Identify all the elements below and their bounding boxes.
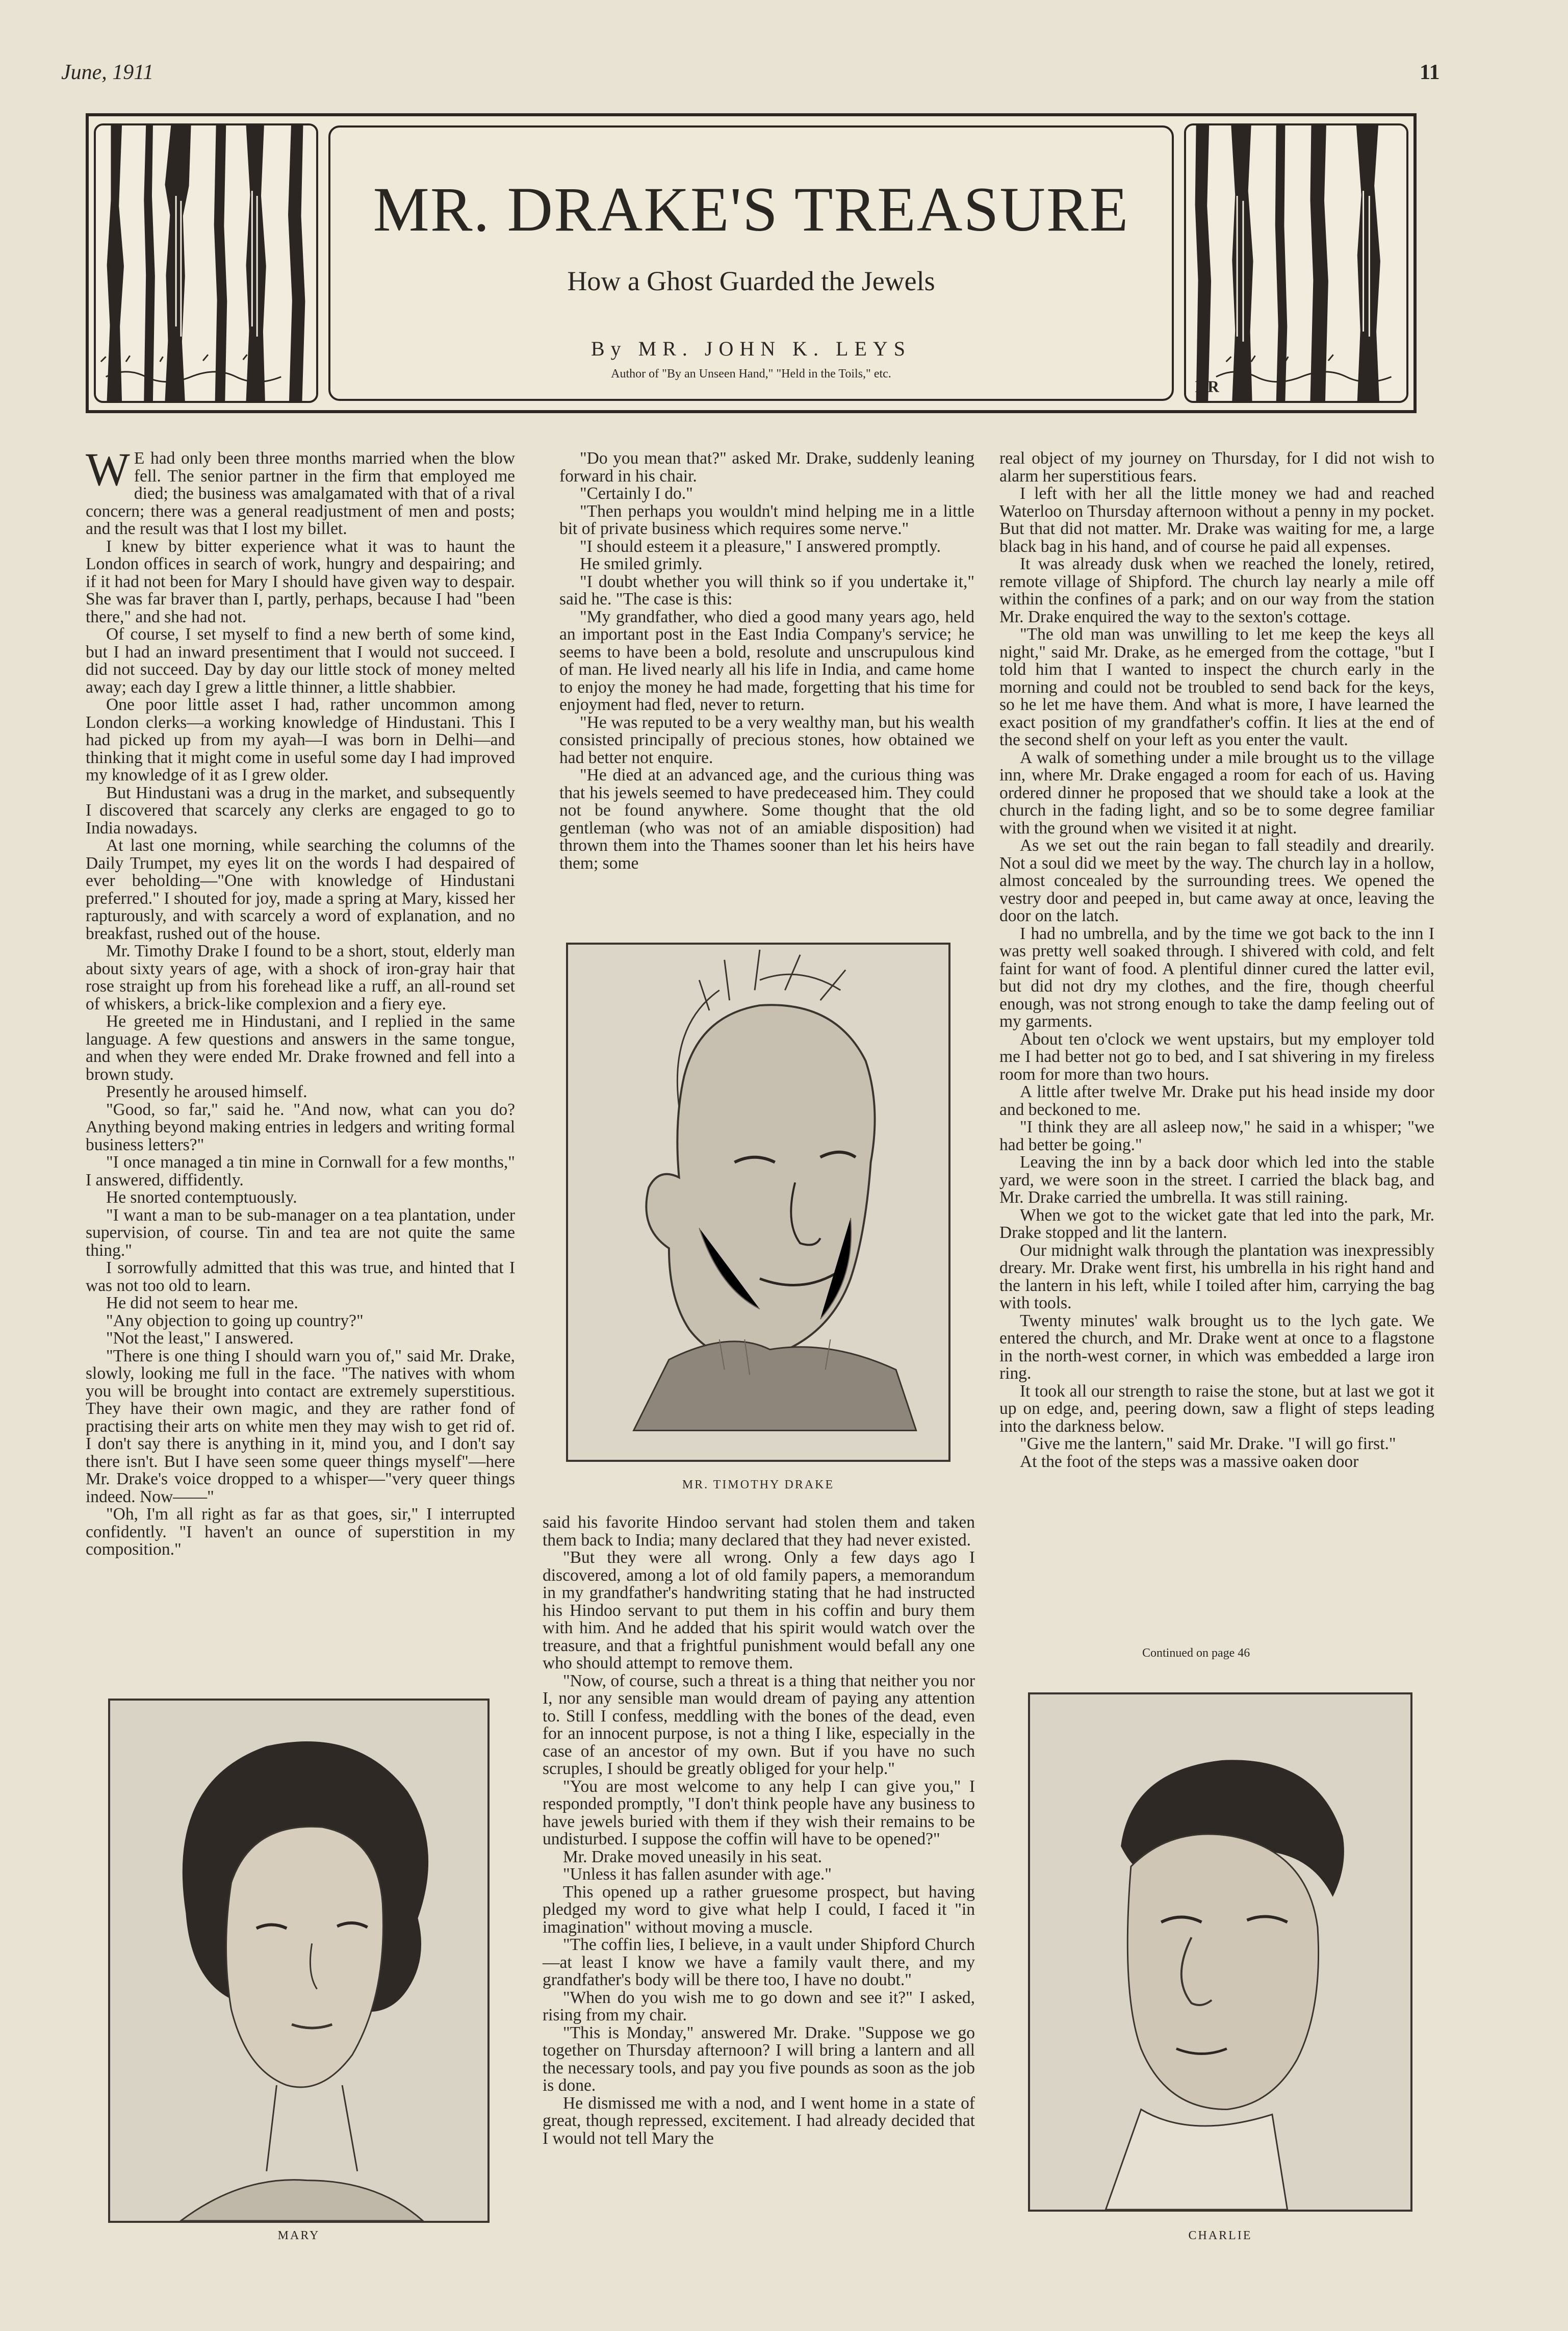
caption-charlie: CHARLIE — [1188, 2229, 1252, 2242]
paragraph: I had no umbrella, and by the time we got back to the inn I was pretty well soaked through. I shivered with cold, and felt faint for want of food. A plentiful dinner cured the latter evil, but did not dry my clothes, and the fire, though cheerful enough, was not strong enough to take the damp feeling out of my garments. — [999, 924, 1434, 1031]
paragraph: "I should esteem it a pleasure," I answered promptly. — [580, 537, 941, 556]
paragraph: "Good, so far," said he. "And now, what can you do? Anything beyond making entries in ledgers and writing formal business letters?" — [86, 1100, 515, 1154]
paragraph: I knew by bitter experience what it was to haunt the London offices in search of work, hungry and despairing; and if it had not been for Mary I should have given way to despair. She was far braver than I, partly, perhaps, because I had "been there," and she had not. — [86, 537, 515, 626]
paragraph: "Not the least," I answered. — [106, 1329, 294, 1348]
paragraph: "Certainly I do." — [580, 484, 693, 503]
portrait-mary — [108, 1699, 490, 2223]
paragraph: I sorrowfully admitted that this was true, and hinted that I was not too old to learn. — [86, 1258, 515, 1295]
paragraph: He smiled grimly. — [580, 554, 703, 573]
paragraph: Presently he aroused himself. — [106, 1082, 307, 1101]
paragraph: At the foot of the steps was a massive oaken door — [1020, 1452, 1359, 1471]
caption-drake: MR. TIMOTHY DRAKE — [682, 1478, 835, 1491]
portrait-mr-timothy-drake — [566, 943, 950, 1462]
article-subtitle: How a Ghost Guarded the Jewels — [567, 266, 935, 296]
paragraph: "I think they are all asleep now," he said in a whisper; "we had better be going." — [999, 1118, 1434, 1154]
caption-mary: MARY — [277, 2229, 320, 2242]
issue-date: June, 1911 — [61, 61, 154, 84]
paragraph: About ten o'clock we went upstairs, but my employer told me I had better not go to bed, and I sat shivering in my fireless room for more than two hours. — [999, 1029, 1434, 1084]
article-column-1 — [86, 443, 515, 1559]
paragraph: I left with her all the little money we had and reached Waterloo on Thursday afternoon without a penny in my pocket. But that did not matter. Mr. Drake was waiting for me, a large black bag in his hand, and of course he paid all expenses. — [999, 484, 1434, 556]
paragraph: "Then perhaps you wouldn't mind helping me in a little bit of private business which requires some nerve." — [559, 501, 974, 538]
paragraph: Of course, I set myself to find a new berth of some kind, but I had an inward presentiment that I would not succeed. I did not succeed. Day by day our little stock of money melted away; each day I grew a little thinner, a little shabbier. — [86, 625, 515, 697]
article-title: MR. DRAKE'S TREASURE — [373, 174, 1129, 244]
paragraph: "Unless it has fallen asunder with age." — [563, 1865, 832, 1884]
paragraph: "I want a man to be sub-manager on a tea plantation, under supervision, of course. Tin and tea are not quite the same thing." — [86, 1205, 515, 1260]
paragraph: "Give me the lantern," said Mr. Drake. "I will go first." — [1020, 1434, 1396, 1453]
paragraph: "I doubt whether you will think so if you undertake it," said he. "The case is this: — [559, 572, 974, 609]
article-column-2-top — [559, 450, 974, 872]
paragraph: "But they were all wrong. Only a few days ago I discovered, among a lot of old family papers, a memorandum in my grandfather's handwriting stating that he had instructed his Hindoo servant to put them in his coffin and bury them with him. And he added that his spirit would watch over the treasure, and that a frightful punishment would befall any one who should attempt to remove them. — [543, 1548, 975, 1673]
paragraph: "My grandfather, who died a good many years ago, held an important post in the East India Company's service; he seems to have been a bold, resolute and unscrupulous kind of man. He lived nearly all his life in India, and came home to enjoy the money he had made, forgetting that his time for enjoyment had fled, never to return. — [559, 607, 974, 714]
paragraph: "When do you wish me to go down and see it?" I asked, rising from my chair. — [543, 1988, 975, 2024]
drop-cap: W — [86, 443, 130, 495]
paragraph: "There is one thing I should warn you of," said Mr. Drake, slowly, looking me full in the face. "The natives with whom you will be brought into contact are extremely superstitious. They have their own magic, and they are rather fond of practising their arts on white men they may wish to get rid of. I don't say there is anything in it, mind you, and I don't say there isn't. But I have seen some queer things myself"—here Mr. Drake's voice dropped to a whisper—"very queer things indeed. Now——" — [86, 1346, 515, 1506]
paragraph: Twenty minutes' walk brought us to the lych gate. We entered the church, and Mr. Drake went at once to a flagstone in the north-west corner, in which was embedded a large iron ring. — [999, 1311, 1434, 1383]
forest-illustration-left — [94, 123, 318, 403]
author-credits: Author of "By an Unseen Hand," "Held in the Toils," etc. — [611, 367, 891, 381]
paragraph: Our midnight walk through the plantation was inexpressibly dreary. Mr. Drake went first, his umbrella in his right hand and the lantern in his left, while I toiled after him, carrying the bag with tools. — [999, 1240, 1434, 1312]
continued-note: Continued on page 46 — [1142, 1646, 1250, 1660]
paragraph: But Hindustani was a drug in the market, and subsequently I discovered that scarcely any clerks are engaged to go to India nowadays. — [86, 783, 515, 838]
title-frame — [328, 125, 1174, 401]
paragraph: A walk of something under a mile brought us to the village inn, where Mr. Drake engaged a room for each of us. Having ordered dinner he proposed that we should take a look at the church in the fading light, and so be to some degree familiar with the ground when we visited it at night. — [999, 748, 1434, 838]
paragraph: real object of my journey on Thursday, for I did not wish to alarm her superstitious fears. — [999, 449, 1434, 486]
paragraph: "The coffin lies, I believe, in a vault under Shipford Church—at least I know we have a family vault there, and my grandfather's body will be there too, I have no doubt." — [543, 1935, 975, 1989]
paragraph: He snorted contemptuously. — [106, 1188, 297, 1207]
illustrator-signature: HR — [1195, 377, 1219, 396]
paragraph: One poor little asset I had, rather uncommon among London clerks—a working knowledge of Hindustani. This I had picked up from my ayah—I was born in Delhi—and thinking that it might come in useful some day I had improved my knowledge of it as I grew older. — [86, 695, 515, 784]
article-column-2-bottom — [543, 1514, 975, 2147]
paragraph: "Now, of course, such a threat is a thing that neither you nor I, nor any sensible man would dream of paying any attention to. Still I confess, meddling with the bones of the dead, even for an innocent purpose, is not a thing I like, especially in the case of an ancestor of my own. But if you have no such scruples, I should be greatly obliged for your help." — [543, 1671, 975, 1778]
paragraph: When we got to the wicket gate that led into the park, Mr. Drake stopped and lit the lantern. — [999, 1205, 1434, 1242]
paragraph: It was already dusk when we reached the lonely, retired, remote village of Shipford. The church lay nearly a mile off within the confines of a park; and on our way from the station Mr. Drake enquired the way to the sexton's cottage. — [999, 554, 1434, 626]
paragraph: "This is Monday," answered Mr. Drake. "Suppose we go together on Thursday afternoon? I will bring a lantern and all the necessary tools, and pay you five pounds as soon as the job is done. — [543, 2023, 975, 2095]
paragraph: "You are most welcome to any help I can give you," I responded promptly, "I don't think people have any business to have jewels buried with them if they wish their remains to be undisturbed. I suppose the coffin will have to be opened?" — [543, 1777, 975, 1848]
forest-illustration-right — [1184, 123, 1408, 403]
paragraph: At last one morning, while searching the columns of the Daily Trumpet, my eyes lit on the words I had despaired of ever beholding—"One with knowledge of Hindustani preferred." I shouted for joy, made a spring at Mary, kissed her rapturously, and with scarcely a word of explanation, and no breakfast, rushed out of the house. — [86, 836, 515, 943]
byline: By MR. JOHN K. LEYS — [590, 337, 912, 360]
paragraph: As we set out the rain began to fall steadily and drearily. Not a soul did we meet by the way. The church lay in a hollow, almost concealed by the surrounding trees. We opened the vestry door and peeped in, but came away at once, leaving the door on the latch. — [999, 836, 1434, 925]
paragraph: Mr. Drake moved uneasily in his seat. — [563, 1847, 822, 1866]
paragraph: "Do you mean that?" asked Mr. Drake, suddenly leaning forward in his chair. — [559, 449, 974, 486]
paragraph: It took all our strength to raise the stone, but at last we got it up on edge, and, peering down, saw a flight of steps leading into the darkness below. — [999, 1381, 1434, 1436]
paragraph: "The old man was unwilling to let me keep the keys all night," said Mr. Drake, as he emerged from the cottage, "but I told him that I wanted to inspect the church early in the morning and could not be troubled to send back for the keys, so he let me have them. And what is more, I have learned the exact position of my grandfather's coffin. It lies at the end of the second shelf on your left as you enter the vault. — [999, 625, 1434, 749]
paragraph: He greeted me in Hindustani, and I replied in the same language. A few questions and answers in the same tongue, and when they were ended Mr. Drake frowned and fell into a brown study. — [86, 1012, 515, 1084]
paragraph: A little after twelve Mr. Drake put his head inside my door and beckoned to me. — [999, 1082, 1434, 1119]
paragraph: "I once managed a tin mine in Cornwall for a few months," I answered, diffidently. — [86, 1153, 515, 1189]
title-banner — [86, 113, 1417, 413]
paragraph: "He was reputed to be a very wealthy man, but his wealth consisted principally of precious stones, how obtained we had better not enquire. — [559, 713, 974, 767]
paragraph: He did not seem to hear me. — [106, 1294, 298, 1312]
paragraph: "Any objection to going up country?" — [106, 1311, 364, 1330]
paragraph: "He died at an advanced age, and the curious thing was that his jewels seemed to have predeceased him. They could not be found anywhere. Some thought that the old gentleman (who was not of an amiable disposition) had thrown them into the Thames sooner than let his heirs have them; some — [559, 766, 974, 873]
paragraph: Leaving the inn by a back door which led into the stable yard, we were soon in the street. I carried the black bag, and Mr. Drake carried the umbrella. It was still raining. — [999, 1153, 1434, 1207]
paragraph: "Oh, I'm all right as far as that goes, sir," I interrupted confidently. "I haven't an ounce of superstition in my composition." — [86, 1505, 515, 1559]
article-column-3 — [999, 450, 1434, 1471]
paragraph: Mr. Timothy Drake I found to be a short, stout, elderly man about sixty years of age, with a shock of iron-gray hair that rose straight up from his forehead like a ruff, an all-round set of whiskers, a brick-like complexion and a fiery eye. — [86, 942, 515, 1014]
paragraph: said his favorite Hindoo servant had stolen them and taken them back to India; many declared that they had never existed. — [543, 1513, 975, 1550]
paragraph: This opened up a rather gruesome prospect, but having pledged my word to give what help I could, I faced it "in imagination" without moving a muscle. — [543, 1882, 975, 1937]
paragraph: W E had only been three months married when the blow fell. The senior partner in the firm that employed me died; the business was amalgamated with that of a rival concern; there was a general readjustment of men and posts; and the result was that I lost my billet. — [86, 443, 515, 538]
paragraph: He dismissed me with a nod, and I went home in a state of great, though repressed, excitement. I had already decided that I would not tell Mary the — [543, 2093, 975, 2148]
page-number: 11 — [1420, 61, 1440, 84]
portrait-charlie — [1028, 1692, 1412, 2212]
